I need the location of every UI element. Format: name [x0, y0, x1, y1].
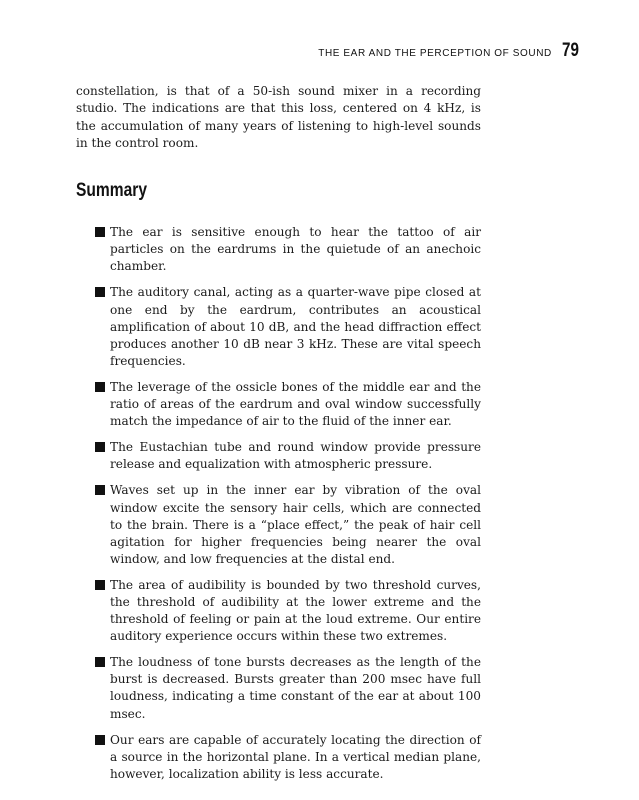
intro-paragraph: constellation, is that of a 50-ish sound mixer in a recording studio. The indications are that this loss, centered on 4 kHz, is the accumulation of many years of listening to high-level sounds in the control room.	[76, 84, 481, 150]
list-item	[95, 379, 481, 430]
running-head: THE EAR AND THE PERCEPTION OF SOUND	[318, 48, 552, 59]
square-bullet-icon	[95, 382, 105, 392]
list-item	[95, 654, 481, 722]
list-item-text: The area of audibility is bounded by two threshold curves, the threshold of audibility at the lower extreme and the threshold of feeling or pain at the loud extreme. Our entire auditory experience occurs within these two extremes.	[110, 577, 481, 644]
list-item	[95, 224, 481, 275]
list-item-text: The auditory canal, acting as a quarter-wave pipe closed at one end by the eardrum, contributes an acoustical amplification of about 10 dB, and the head diffraction effect produces another 10 dB near 3 kHz. These are vital speech frequencies.	[110, 285, 481, 368]
list-item-text: The ear is sensitive enough to hear the tattoo of air particles on the eardrums in the quietude of an anechoic chamber.	[110, 225, 481, 274]
page-content	[76, 83, 481, 792]
square-bullet-icon	[95, 485, 105, 495]
list-item	[95, 284, 481, 369]
list-item-text: Our ears are capable of accurately locating the direction of a source in the horizontal plane. In a vertical median plane, however, localization ability is less accurate.	[110, 732, 481, 781]
page-number: 79	[561, 40, 579, 61]
page-header	[318, 40, 583, 62]
list-item	[95, 439, 481, 473]
list-item	[95, 482, 481, 567]
list-item-text: The leverage of the ossicle bones of the middle ear and the ratio of areas of the eardrum and oval window successfully match the impedance of air to the fluid of the inner ear.	[110, 379, 481, 429]
square-bullet-icon	[95, 287, 105, 297]
square-bullet-icon	[95, 657, 105, 667]
list-item-text: The loudness of tone bursts decreases as the length of the burst is decreased. Bursts greater than 200 msec have full loudness, indicating a time constant of the ear at about 100 msec.	[110, 655, 481, 721]
section-heading: Summary	[76, 180, 148, 202]
list-item	[95, 577, 481, 645]
list-item-text: Waves set up in the inner ear by vibration of the oval window excite the sensory hair cells, which are connected to the brain. There is a “place effect,” the peak of hair cell agitation for higher frequencies being nearer the oval window, and low frequencies at the distal end.	[110, 483, 481, 566]
list-item-text: The Eustachian tube and round window provide pressure release and equalization with atmospheric pressure.	[110, 440, 481, 472]
square-bullet-icon	[95, 442, 105, 452]
square-bullet-icon	[95, 227, 105, 237]
list-item	[95, 732, 481, 783]
summary-list	[76, 224, 481, 783]
square-bullet-icon	[95, 580, 105, 590]
square-bullet-icon	[95, 735, 105, 745]
